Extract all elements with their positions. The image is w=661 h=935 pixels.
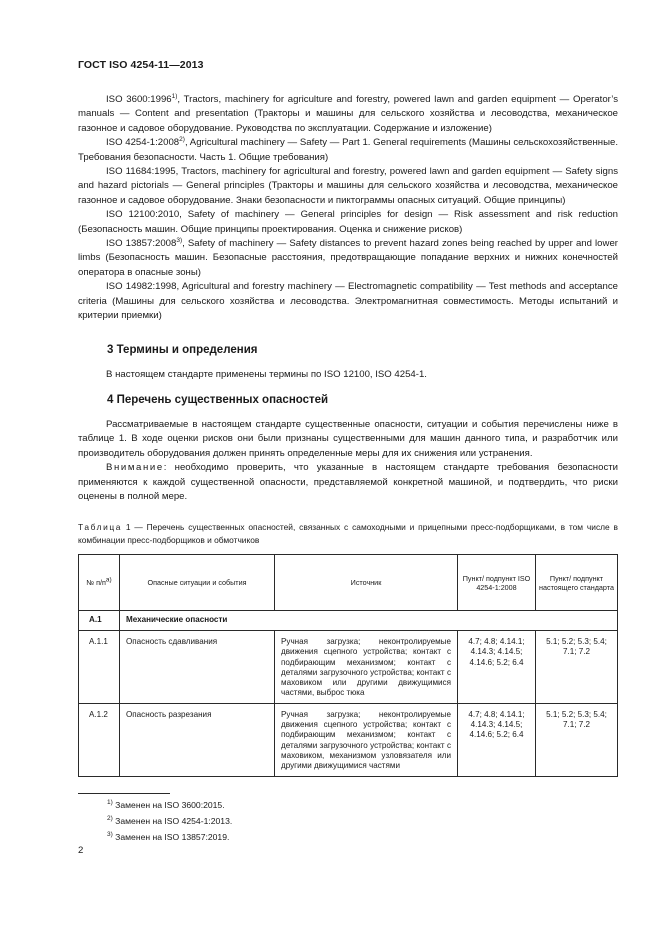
section-4-body bbox=[78, 418, 618, 504]
table-header-row bbox=[79, 555, 618, 611]
group-name: Механические опасности bbox=[120, 611, 618, 631]
footnote-item: $^{2)}$ Заменен на ISO 4254-1:2013. bbox=[107, 815, 233, 826]
section-3-title: 3 Термины и определения bbox=[107, 344, 258, 356]
row-source: Ручная загрузка; неконтролируемые движения сцепного устройства; контакт с подбирающим механизмом; контакт с деталями загрузочного устройства; контакт с маховиком, механизмом узловязателя или другими движущимися частями bbox=[275, 703, 458, 776]
table-row bbox=[79, 631, 618, 704]
row-id: A.1.1 bbox=[79, 631, 120, 704]
document-header: ГОСТ ISO 4254-11—2013 bbox=[78, 59, 204, 71]
header-hazards: Опасные ситуации и события bbox=[120, 555, 275, 611]
footnote-mark: а) bbox=[105, 576, 112, 584]
header-num: № $п/п^{а)}$ bbox=[79, 555, 120, 611]
reference-item: ISO 12100:2010, Safety of machinery — General principles for design — Risk assessment and risk reduction (Безопасность машин. Общие принципы проектирования. Оценка и снижение рисков) bbox=[78, 209, 618, 235]
section-3-body: В настоящем стандарте применены термины по ISO 12100, ISO 4254-1. bbox=[106, 369, 427, 380]
footnote-item: $^{1)}$ Заменен на ISO 3600:2015. bbox=[107, 799, 225, 810]
footnotes bbox=[107, 797, 232, 845]
footnote-divider bbox=[78, 793, 170, 794]
footnote-mark[interactable]: 3) bbox=[176, 236, 183, 244]
row-hazard: Опасность разрезания bbox=[120, 703, 275, 776]
row-clause-this: 5.1; 5.2; 5.3; 5.4; 7.1; 7.2 bbox=[536, 703, 618, 776]
row-source: Ручная загрузка; неконтролируемые движения сцепного устройства; контакт с подбирающим механизмом; контакт с деталями загрузочного устройства; контакт с маховиком или другими движущимися частями, выброс тюка bbox=[275, 631, 458, 704]
section-4-title: 4 Перечень существенных опасностей bbox=[107, 394, 329, 406]
header-source: Источник bbox=[275, 555, 458, 611]
footnote-mark[interactable]: 2) bbox=[179, 136, 185, 144]
reference-item: ISO 4254-1:2008$^{2)}$, Agricultural machinery — Safety — Part 1. General requirements (Машины сельскохозяйственные. Требования безопасности. Часть 1. Общие требования) bbox=[78, 136, 619, 163]
footnote-item: $^{3)}$ Заменен на ISO 13857:2019. bbox=[107, 831, 230, 842]
group-id: A.1 bbox=[79, 611, 120, 631]
row-clause-this: 5.1; 5.2; 5.3; 5.4; 7.1; 7.2 bbox=[536, 631, 618, 704]
hazards-table bbox=[78, 554, 618, 777]
row-id: A.1.2 bbox=[79, 703, 120, 776]
row-clause-iso: 4.7; 4.8; 4.14.1; 4.14.3; 4.14.5; 4.14.6; 5.2; 6.4 bbox=[458, 631, 536, 704]
row-hazard: Опасность сдавливания bbox=[120, 631, 275, 704]
attention-label: Внимание bbox=[106, 462, 164, 474]
section-4-paragraph: Рассматриваемые в настоящем стандарте существенные опасности, ситуации и события перечислены ниже в таблице 1. В ходе оценки рисков они были признаны существенными для машин данного типа, и разработчик или производитель оборудования должен принять определенные меры для их снижения или устранения. bbox=[78, 419, 618, 459]
table-caption: Таблица 1 — Перечень существенных опасностей, связанных с самоходными и прицепными пресс-подборщиками, в том числе в комбинации пресс-подборщиков и обмотчиков bbox=[78, 522, 618, 545]
reference-item: ISO 13857:2008$^{3)}$, Safety of machinery — Safety distances to prevent hazard zones being reached by upper and lower limbs (Безопасность машин. Безопасные расстояния, предотвращающие попадание верхних и нижних конечностей оператора в опасные зоны) bbox=[78, 236, 618, 278]
normative-references bbox=[78, 93, 618, 324]
table-group-row bbox=[79, 611, 618, 631]
table-row bbox=[79, 703, 618, 776]
page-number: 2 bbox=[78, 845, 84, 856]
footnote-mark[interactable]: 1) bbox=[171, 92, 178, 100]
header-clause-iso: Пункт/ подпункт ISO 4254-1:2008 bbox=[458, 555, 536, 611]
reference-item: ISO 14982:1998, Agricultural and forestry machinery — Electromagnetic compatibility — Test methods and acceptance criteria (Машины для сельского хозяйства и лесоводства. Электромагнитная совместимость. Методы испытаний и критерии приемки) bbox=[78, 281, 618, 322]
attention-note: Внимание: необходимо проверить, что указанные в настоящем стандарте требования безопасности применяются к каждой существенной опасности, представляемой конкретной машиной, и подтвердить, что риски оценены в полной мере. bbox=[78, 462, 618, 503]
row-clause-iso: 4.7; 4.8; 4.14.1; 4.14.3; 4.14.5; 4.14.6; 5.2; 6.4 bbox=[458, 703, 536, 776]
reference-item: ISO 11684:1995, Tractors, machinery for agricultural and forestry, powered lawn and garden equipment — Safety signs and hazard pictorials — General principles (Тракторы и машины для сельского хозяйства и лесоводства, механическое газонное и садовое оборудование. Знаки безопасности и пиктограммы опасных ситуаций. Общие принципы) bbox=[78, 166, 618, 206]
reference-item: ISO 3600:1996$^{1)}$, Tractors, machinery for agriculture and forestry, powered lawn and garden equipment — Operator’s manuals — Content and presentation (Тракторы и машины для сельского хозяйства и лесоводства, механическое газонное и садовое оборудование. Руководства по эксплуатации. Содержание и изложение) bbox=[78, 92, 618, 134]
header-clause-this: Пункт/ подпункт настоящего стандарта bbox=[536, 555, 618, 611]
